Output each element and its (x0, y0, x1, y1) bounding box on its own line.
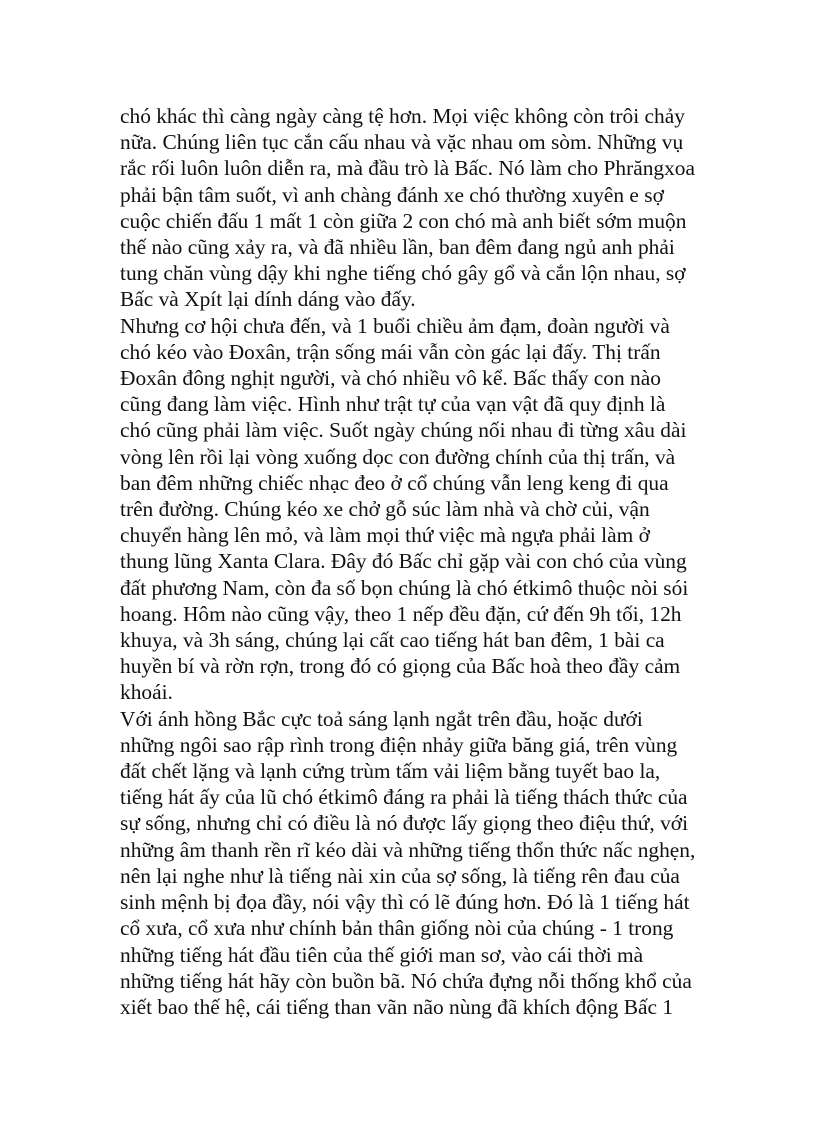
text-line: Đoxân đông nghịt người, và chó nhiều vô kể. Bấc thấy con nào (120, 366, 661, 391)
text-line: trên đường. Chúng kéo xe chở gỗ súc làm nhà và chờ củi, vận (120, 497, 650, 522)
text-line: chuyển hàng lên mỏ, và làm mọi thứ việc mà ngựa phải làm ở (120, 523, 650, 548)
text-line: huyền bí và rờn rợn, trong đó có giọng của Bấc hoà theo đầy cảm (120, 654, 681, 679)
text-line: Nhưng cơ hội chưa đến, và 1 buổi chiều ảm đạm, đoàn người và (120, 313, 670, 338)
text-line: sinh mệnh bị đọa đầy, nói vậy thì có lẽ đúng hơn. Đó là 1 tiếng hát (120, 890, 690, 915)
text-line: cũng đang làm việc. Hình như trật tự của vạn vật đã quy định là (120, 392, 666, 417)
text-line: khuya, và 3h sáng, chúng lại cất cao tiếng hát ban đêm, 1 bài ca (120, 628, 665, 653)
text-line: rắc rối luôn luôn diễn ra, mà đầu trò là Bấc. Nó làm cho Phrăngxoa (120, 156, 695, 181)
text-line: Bấc và Xpít lại dính dáng vào đấy. (120, 287, 416, 312)
text-line: chó cũng phải làm việc. Suốt ngày chúng nối nhau đi từng xâu dài (120, 418, 687, 443)
text-line: tiếng hát ấy của lũ chó étkimô đáng ra phải là tiếng thách thức của (120, 785, 688, 810)
text-line: Với ánh hồng Bắc cực toả sáng lạnh ngắt trên đầu, hoặc dưới (120, 706, 643, 731)
text-line: sự sống, nhưng chỉ có điều là nó được lấy giọng theo điệu thứ, với (120, 811, 689, 836)
text-line: những ngôi sao rập rình trong điện nhảy giữa băng giá, trên vùng (120, 732, 678, 757)
text-line: đất phương Nam, còn đa số bọn chúng là chó étkimô thuộc nòi sói (120, 575, 689, 600)
text-line: thung lũng Xanta Clara. Đây đó Bấc chỉ gặp vài con chó của vùng (120, 549, 687, 574)
text-line: nữa. Chúng liên tục cắn cấu nhau và vặc nhau om sòm. Những vụ (120, 130, 684, 155)
text-line: vòng lên rồi lại vòng xuống dọc con đường chính của thị trấn, và (120, 444, 676, 469)
text-line: những âm thanh rền rĩ kéo dài và những tiếng thổn thức nấc nghẹn, (120, 837, 696, 862)
text-line: hoang. Hôm nào cũng vậy, theo 1 nếp đều đặn, cứ đến 9h tối, 12h (120, 601, 682, 626)
text-line: xiết bao thế hệ, cái tiếng than vãn não nùng đã khích động Bấc 1 (120, 994, 674, 1019)
text-line: chó khác thì càng ngày càng tệ hơn. Mọi việc không còn trôi chảy (120, 104, 685, 128)
text-line: thế nào cũng xảy ra, và đã nhiều lần, ban đêm đang ngủ anh phải (120, 235, 675, 260)
text-line: phải bận tâm suốt, vì anh chàng đánh xe chó thường xuyên e sợ (120, 182, 664, 207)
text-line: cuộc chiến đấu 1 mất 1 còn giữa 2 con chó mà anh biết sớm muộn (120, 208, 687, 233)
text-line: đất chết lặng và lạnh cứng trùm tấm vải liệm bằng tuyết bao la, (120, 759, 661, 784)
text-line: nên lại nghe như là tiếng nài xin của sợ sống, là tiếng rên đau của (120, 863, 680, 888)
text-line: chó kéo vào Đoxân, trận sống mái vẫn còn gác lại đấy. Thị trấn (120, 339, 661, 364)
text-line: khoái. (120, 680, 173, 705)
text-line: những tiếng hát hãy còn buồn bã. Nó chứa đựng nỗi thống khổ của (120, 968, 692, 993)
body-text (120, 103, 720, 1020)
text-line: ban đêm những chiếc nhạc đeo ở cổ chúng vẫn leng keng đi qua (120, 470, 669, 495)
text-line: cổ xưa, cổ xưa như chính bản thân giống nòi của chúng - 1 trong (120, 916, 674, 941)
text-line: những tiếng hát đầu tiên của thế giới man sơ, vào cái thời mà (120, 942, 644, 967)
text-line: tung chăn vùng dậy khi nghe tiếng chó gây gổ và cắn lộn nhau, sợ (120, 261, 686, 286)
